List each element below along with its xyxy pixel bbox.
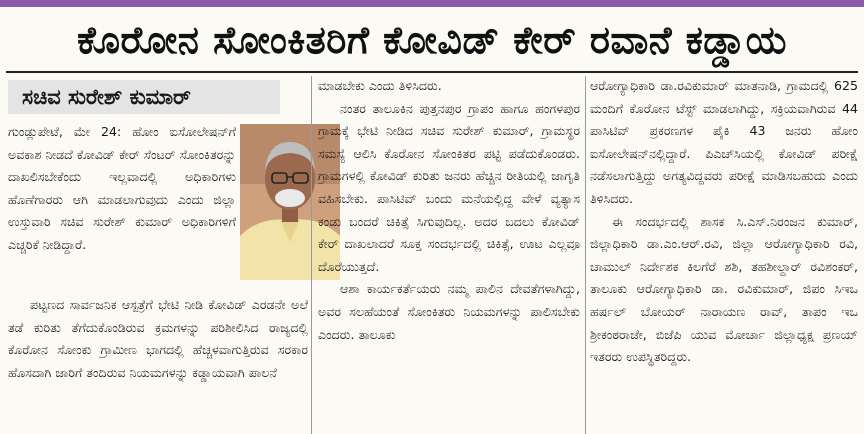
article-paragraph-dateline: ಗುಂಡ್ಲುಪೇಟೆ, ಮೇ 24: ಹೋಂ ಐಸೋಲೇಷನ್‌ಗೆ ಅವಕಾಶ ನೀಡದೆ ಕೋವಿಡ್ ಕೇರ್ ಸೆಂಟರ್ ಸೋಂಕಿತರನ್ನು ದಾಖಲಿಸಬೇಕೆಂದು ಇಲ್ಲವಾದಲ್ಲಿ ಅಧಿಕಾರಿಗಳು ಹೊಣೆಗಾರರು ಆಗಿ ಮಾಡಲಾಗುವುದು ಎಂದು ಜಿಲ್ಲಾ ಉಸ್ತುವಾರಿ ಸಚಿವ ಸುರೇಶ್ ಕುಮಾರ್ ಅಧಿಕಾರಿಗಳಿಗೆ ಎಚ್ಚರಿಕೆ ನೀಡಿದ್ದಾರೆ. xyxy=(8,124,236,252)
headline: ಕೊರೋನ ಸೋಂಕಿತರಿಗೆ ಕೋವಿಡ್ ಕೇರ್ ರವಾನೆ ಕಡ್ಡಾಯ xyxy=(77,18,787,62)
headline-rule xyxy=(6,71,858,73)
article-column-2 xyxy=(318,75,580,434)
article-paragraph: ಈ ಸಂದರ್ಭದಲ್ಲಿ ಶಾಸಕ ಸಿ.ಎಸ್.ನಿರಂಜನ ಕುಮಾರ್, ಜಿಲ್ಲಾಧಿಕಾರಿ ಡಾ.ಎಂ.ಆರ್.ರವಿ, ಜಿಲ್ಲಾ ಆರೋಗ್ಯಾಧಿಕಾರಿ ರವಿ, ಚಾಮುಲ್ ನಿರ್ದೇಶಕ ಕಿಲಗೆರೆ ಶಶಿ, ತಹಶೀಲ್ದಾರ್ ರವಿಶಂಕರ್, ತಾಲೂಕು ಆರೋಗ್ಯಾಧಿಕಾರಿ ಡಾ. ರವಿಕುಮಾರ್, ಜಿಪಂ ಸಿಇಒ ಹರ್ಷಲ್ ಬೋಯರ್ ನಾರಾಯಣ ರಾವ್, ತಾಪಂ ಇಒ ಶ್ರೀಕಂಠರಾಜೇ, ಬಿಜೆಪಿ ಯುವ ಮೋರ್ಚಾ ಜಿಲ್ಲಾಧ್ಯಕ್ಷ ಪ್ರಣಯ್ ಇತರರು ಉಪಸ್ಥಿತರಿದ್ದರು. xyxy=(590,213,858,365)
column-divider xyxy=(585,76,586,434)
article-column-3 xyxy=(590,75,858,434)
top-accent-bar xyxy=(0,0,864,7)
article-paragraph: ಪಟ್ಟಣದ ಸಾರ್ವಜನಿಕ ಆಸ್ಪತ್ರೆಗೆ ಭೇಟಿ ನೀಡಿ ಕೋವಿಡ್ ಎರಡನೇ ಅಲೆ ತಡೆ ಕುರಿತು ತೆಗೆದುಕೊಂಡಿರುವ ಕ್ರಮಗಳನ್ನು ಪರಿಶೀಲಿಸಿದ ರಾಜ್ಯದಲ್ಲಿ ಕೊರೋನ ಸೋಂಕು ಗ್ರಾಮೀಣ ಭಾಗದಲ್ಲಿ ಹೆಚ್ಚಳವಾಗುತ್ತಿರುವ ಸರಕಾರ ಹೊಸದಾಗಿ ಜಾರಿಗೆ ತಂದಿರುವ ನಿಯಮಗಳನ್ನು ಕಡ್ಡಾಯವಾಗಿ ಪಾಲನೆ xyxy=(8,297,308,380)
article-paragraph: ನಂತರ ತಾಲೂಕಿನ ಪುತ್ತನಪುರ ಗ್ರಾಪಂ ಹಾಗೂ ಹಂಗಳಪುರ ಗ್ರಾಮಕ್ಕೆ ಭೇಟಿ ನೀಡಿದ ಸಚಿವ ಸುರೇಶ್ ಕುಮಾರ್, ಗ್ರಾಮಸ್ಥರ ಸಮಸ್ಯೆ ಆಲಿಸಿ ಕೊರೋನ ಸೋಂಕಿತರ ಪಟ್ಟಿ ಪಡೆದುಕೊಂಡರು. ಗ್ರಾಮಗಳಲ್ಲಿ ಕೋವಿಡ್ ಕುರಿತು ಜನರು ಹೆಚ್ಚಿನ ರೀತಿಯಲ್ಲಿ ಜಾಗೃತಿ ವಹಿಸಬೇಕು. ಪಾಸಿಟಿವ್ ಬಂದು ಮನೆಯಲ್ಲಿದ್ದ ವೇಳೆ ವ್ಯತ್ಯಾಸ ಕಂಡು ಬಂದರೆ ಚಿಕಿತ್ಸೆ ಸಿಗುವುದಿಲ್ಲ. ಅದರ ಬದಲು ಕೋವಿಡ್ ಕೇರ್ ದಾಖಲಾದರೆ ಸೂಕ್ತ ಸಂದರ್ಭದಲ್ಲಿ ಚಿಕಿತ್ಸೆ, ಊಟ ಎಲ್ಲವೂ ದೊರೆಯುತ್ತದೆ. xyxy=(318,100,580,274)
article-paragraph: ಮಾಡಬೇಕು ಎಂದು ತಿಳಿಸಿದರು. xyxy=(318,78,442,93)
article-column-1-bottom xyxy=(8,294,308,434)
article-paragraph: ಆಶಾ ಕಾರ್ಯಕರ್ತೆಯರು ನಮ್ಮ ಪಾಲಿನ ದೇವತೆಗಳಾಗಿದ್ದು, ಅವರ ಸಲಹೆಯಂತೆ ಸೋಂಕಿತರು ನಿಯಮಗಳನ್ನು ಪಾಲಿಸಬೇಕು ಎಂದರು. ತಾಲೂಕು xyxy=(318,281,580,342)
article-paragraph: ಆರೋಗ್ಯಾಧಿಕಾರಿ ಡಾ.ರವಿಕುಮಾರ್ ಮಾತನಾಡಿ, ಗ್ರಾಮದಲ್ಲಿ 625 ಮಂದಿಗೆ ಕೊರೋನ ಟೆಸ್ಟ್ ಮಾಡಲಾಗಿದ್ದು, ಸಕ್ರಿಯವಾಗಿರುವ 44 ಪಾಸಿಟಿವ್ ಪ್ರಕರಣಗಳ ಪೈಕಿ 43 ಜನರು ಹೋಂ ಐಸೋಲೇಷನ್‌ನಲ್ಲಿದ್ದಾರೆ. ಪಿಎಚ್‌ಸಿಯಲ್ಲಿ ಕೋವಿಡ್ ಪರೀಕ್ಷೆ ನಡೆಸಲಾಗುತ್ತಿದ್ದು ಅಗತ್ಯವಿದ್ದವರು ಪರೀಕ್ಷೆ ಮಾಡಿಸಬಹುದು ಎಂದು ತಿಳಿಸಿದರು. xyxy=(590,78,858,206)
article-column-1-top xyxy=(8,121,236,285)
byline: ಸಚಿವ ಸುರೇಶ್ ಕುಮಾರ್ xyxy=(8,80,280,114)
column-divider xyxy=(311,76,312,434)
